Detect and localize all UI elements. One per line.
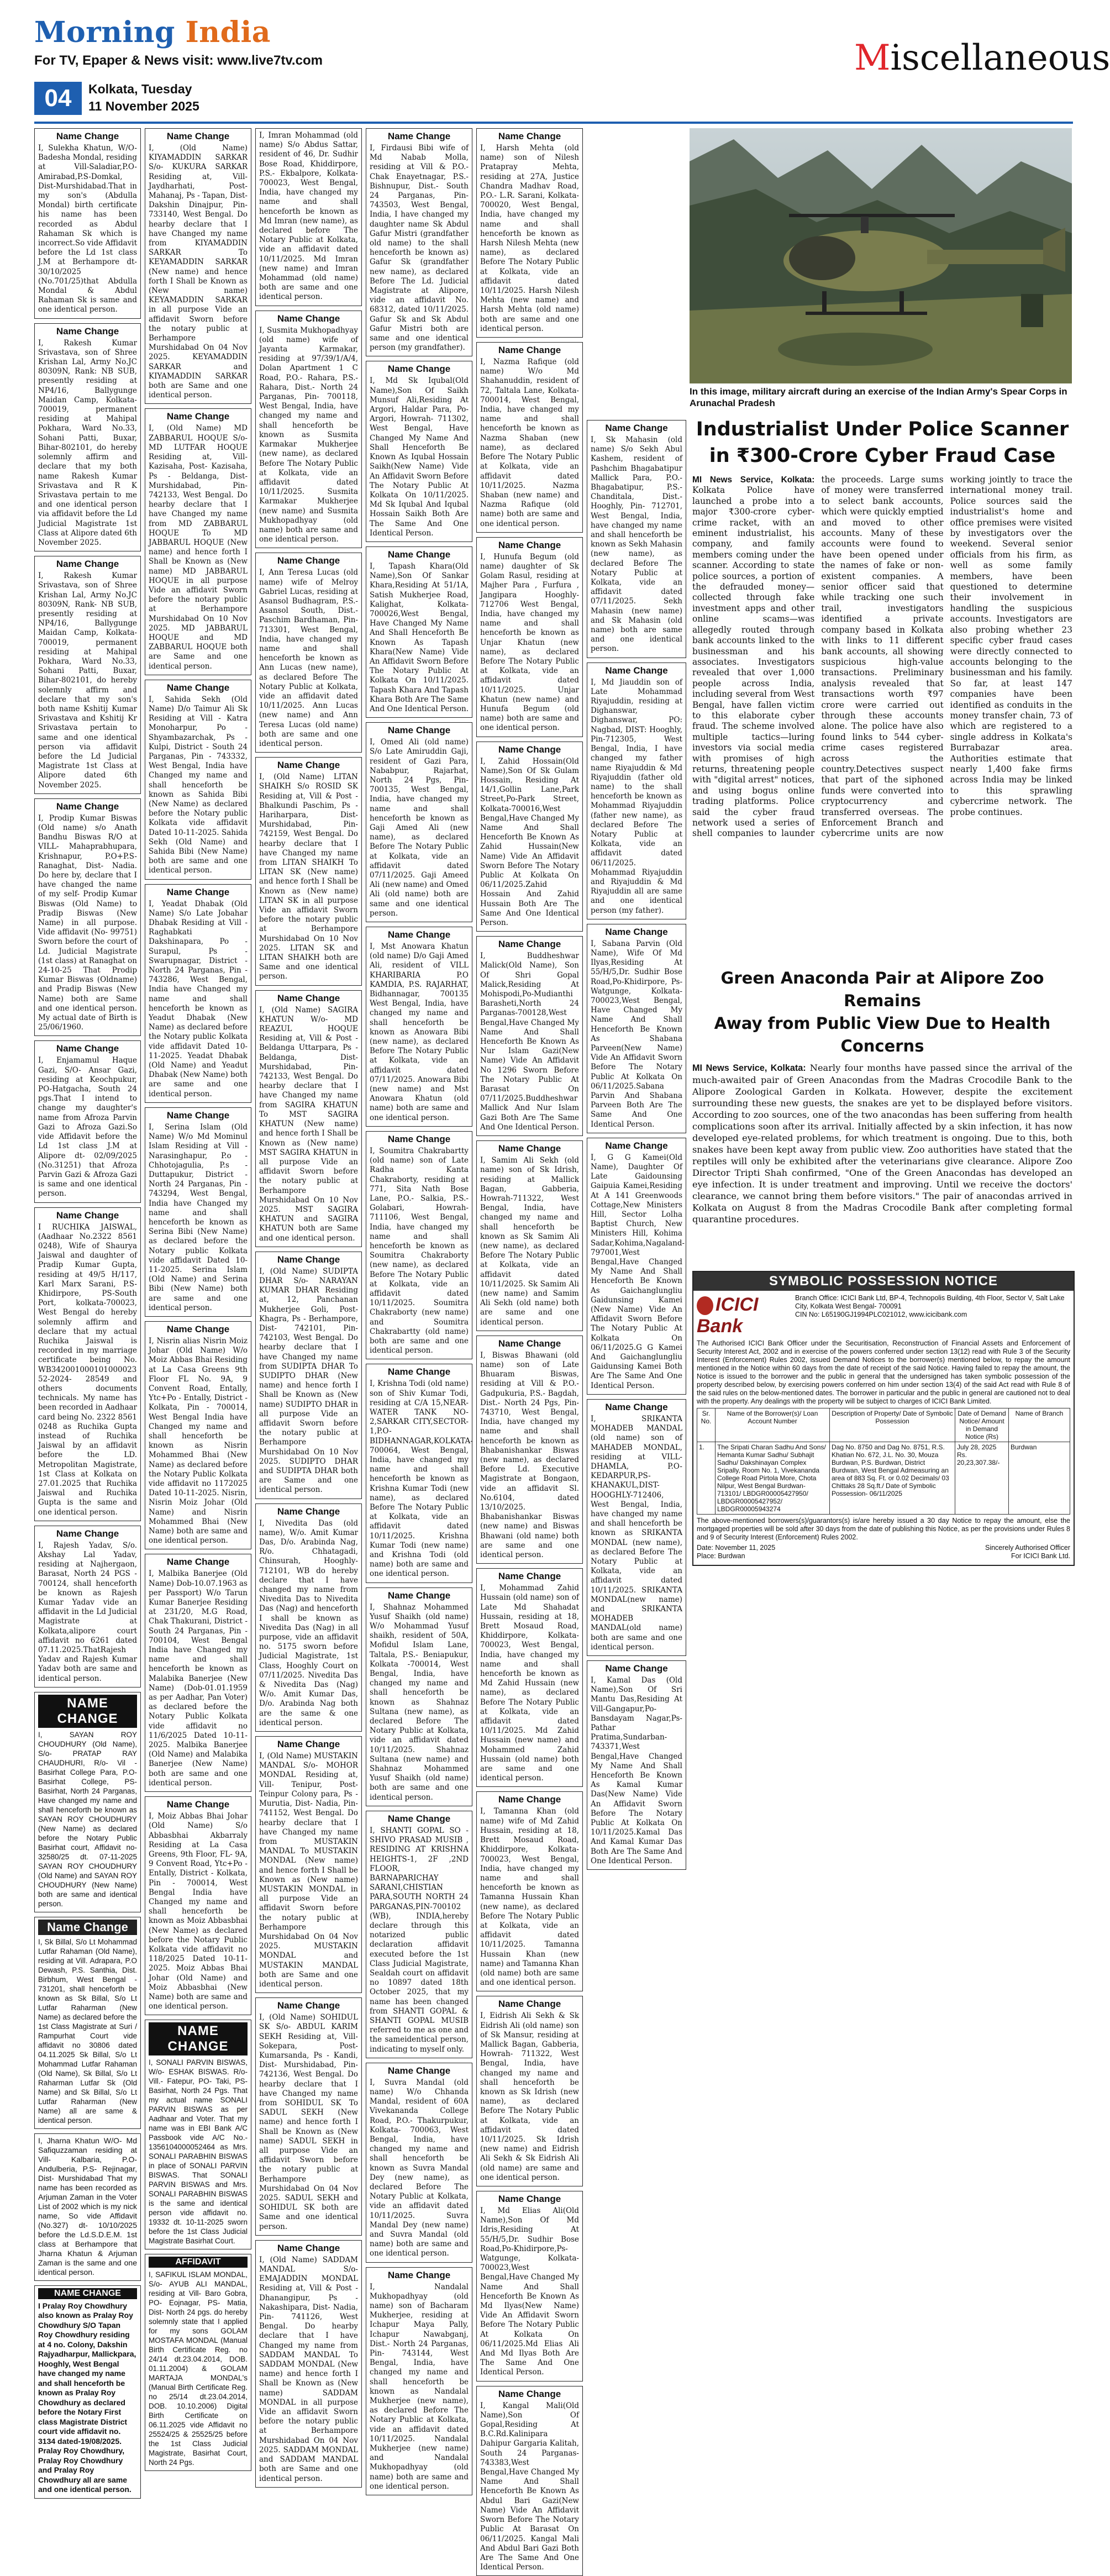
column-header: Description of Property/ Date of Symbolic Possession	[830, 1408, 955, 1442]
column-2	[145, 128, 251, 2467]
article-body: MI News Service, Kolkata: Nearly four months have passed since the arrival of the much-awaited pair of Green Anacondas from the Madras Crocodile Bank to the Alipore Zoological Garden in Kolkata. However, despite the excitement surrounding these new guests, the snakes are yet to be displayed before visitors. According to zoo sources, one of the two anacondas has been suffering from health complications soon after its arrival. Initially affected by a skin infection, it has now developed eye-related problems, for which treatment is ongoing. Due to this, both snakes have been kept away from public view. Zoo authorities have stated that the reptiles will only be exhibited after the veterinarians give clearance. Alipore Zoo Director Tripti Shah confirmed, "One of the Green Anacondas has developed an eye infection. It is under treatment and improving. Until we receive the doctors' clearance, we cannot bring them before visitors." The pair of anacondas arrived in Kolkata on August 8 from the Madras Crocodile Bank after completing formal quarantine procedures.	[692, 1063, 1072, 1224]
notice-body: I, SONALI PARVIN BISWAS, W/o- ESHAK BISWAS. R/o- Vill.- Fatepur, PO- Taki, PS- Basirhat, North 24 Pgs. That my actual name SONALI PARVIN BISWAS as per Aadhaar and Voter. That my name was in EBI Bank A/C Passbook vide A/C No.- 1356104000052464 as Mrs. SONALI PARABHIN BISWAS in place of SONALI PARVIN BISWAS. That SONALI PARVIN BISWAS and Mrs. SONALI PARABHIN BISWAS is the same and identical person vide affidavit no. 19332 dt. 10-11-2025 sworn before the 1st Class Judicial Magistrate Basirhat Court.	[149, 2058, 248, 2246]
notice-title: Name Change	[166, 1557, 230, 1568]
name-change-notice	[255, 128, 362, 306]
notice-body: I, Rajesh Yadav, S/o. Akshay Lal Yadav, residing at Najhergaon, Barasat, North 24 PGS - 700124, shall henceforth be known as Rajesh Kumar Yadav vide an affidavit in the Ld Judicial Magistrate at Kolkata,alipore court affidavit no 6261 dated 07.11.2025.ThatRajesh Yadav and Rajesh Kumar Yadav both are same and identical person.	[38, 1541, 137, 1683]
notice-title: Name Change	[56, 1210, 119, 1221]
notice-body: I, Sabana Parvin (Old Name), Wife Of Md Ilyas,Residing At 55/H/5,Dr. Sudhir Bose Road,Po-Khidirpore, Ps-Watgunge, Kolkata- 700023,West Bengal, Have Changed My Name And Shall Henceforth Be Known As Shabana Parveen(New Name) Vide An Affidavit Sworn Before The Notary Public At Kolkata On 06/11/2025.Sabana Parvin And Shabana Parveen Both Are The Same And One Identical Person.	[591, 939, 682, 1129]
notice-title: Name Change	[56, 801, 119, 812]
notice-body: I, Sahida Sekh (Old Name) D/o Taimur Ali Sk Residing at Vill - Katra Monoharpur, Po - Shyambazarchak, Ps - Kulpi, District - South 24 Parganas, Pin - 743332, West Bengal, India have Changed my name and shall henceforth be known as Sahida Bibi (New Name) as declared before the Notary public Kolkata vide affidavit Dated 10-11-2025. Sahida Sekh (Old Name) and Sahida Bibi (New Name) both are same and one identical person.	[149, 695, 248, 875]
name-change-notice	[476, 342, 583, 533]
notice-title: Name Change	[387, 725, 451, 736]
notice-title: Name Change	[498, 345, 561, 356]
notice-body: I, (Old Name) KIYAMADDIN SARKAR S/o- KUKURA SARKAR Residing at, Vill- Jaydharhati, Post- Mahanaj, Ps - Tapan, Dist- Dakshin Dinajpur, Pin- 733140, West Bengal. Do hearby declare that I have Changed my name from KIYAMADDIN SARKAR To KEYAMADDIN SARKAR (New name) and hence forth I Shall be Known as (New name) KEYAMADDIN SARKAR in all purpose Vide an affidavit Sworn before the notary public at Berhampore Murshidabad On 04 Nov 2025. KEYAMADDIN SARKAR and KIYAMADDIN SARKAR both are Same and one identical person.	[149, 144, 248, 400]
notice-title: Name Change	[605, 665, 668, 676]
notice-body: I, Enjamamul Haque Gazi, S/O- Ansar Gazi, residing at Keochpukur, PO-Hatgacha, South 24 pgs.That I intend to change my daughter's name from Afroza Parvin Gazi to Afroza Gazi.So vide Affidavit before the Ld 1st class J.M at Alipore dt- 02/09/2025 (No.31251) that Afroza Parvin Gazi & Afroza Gazi is same and one identical person.	[38, 1056, 137, 1198]
notice-title: Name Change	[605, 926, 668, 937]
name-change-notice	[587, 420, 686, 658]
tagline: For TV, Epaper & News visit: www.live7tv.com	[34, 53, 323, 68]
name-change-notice	[255, 2240, 362, 2488]
notice-title: Name Change	[387, 364, 451, 375]
story-anaconda	[692, 967, 1072, 1225]
name-change-notice	[34, 2133, 141, 2281]
notice-title: Name Change	[56, 131, 119, 141]
notice-body: I, Mohammad Zahid Hussain (old name) son of Late Md Shahadat Hussain, residing at 18, Brett Mosaud Road, Khiddirpore, Kolkata- 700023, West Bengal, India, have changed my name and shall henceforth be known as Md Zahid Hussain (new name), as declared Before The Notary Public at Kolkata, vide an affidavit dated 10/11/2025. Md Zahid Hussain (new name) and Mohammed Zahid Hussain (old name) both are same and one identical person.	[480, 1584, 579, 1783]
table-cell: July 28, 2025 Rs. 20,23,307.38/-	[955, 1442, 1009, 1515]
name-change-notice	[476, 1336, 583, 1564]
name-change-notice	[476, 1140, 583, 1331]
notice-title: Name Change	[498, 2194, 561, 2204]
column-header: Date of Demand Notice/ Amount in Demand Notice (Rs)	[955, 1408, 1009, 1442]
name-change-notice	[366, 1587, 472, 1806]
notice-body: I, Moiz Abbas Bhai Johar (Old Name) S/o Abbasbhai Akbarraly Residing at La Casa Greens, 9th Floor, FL- 9A, 9 Convent Road, Ytc+Po - Entally, District - Kolkata, Pin - 700014, West Bengal India have Changed my name and shall henceforth be known as Moiz Abbasbhai (New Name) as declared before the Notary Public Kolkata vide affidavit no 118/2025 Dated 10-11-2025. Moiz Abbas Bhai Johar (Old Name) and Moiz Abbasbhai (New Name) both are same and one identical person.	[149, 1812, 248, 2011]
notice-body: I, (Old Name) MD ZABBARUL HOQUE S/o- MD LUTFAR HOQUE Residing at, Vill- Kazisaha, Post- Kazisaha, Ps - Beldanga, Dist- Murshidabad, Pin- 742133, West Bengal. Do hearby declare that I have Changed my name from MD ZABBARUL HOQUE To MD JABBARUL HOQUE (New name) and hence forth I Shall be Known as (New name) MD JABBARUL HOQUE in all purpose Vide an affidavit Sworn before the notary public at Berhampore Murshidabad On 10 Nov 2025. MD JABBARUL HOQUE and MD ZABBARUL HOQUE both are Same and one identical person.	[149, 424, 248, 671]
symbolic-possession-notice	[692, 1271, 1075, 1566]
notice-body: I, Hunufa Begum (old name) daughter of Sk Golam Rasul, residing at Majher Para , Furfura , Jangipara Hooghly-712706 West Bengal, India, have changed my name and shall henceforth be known as Unjar Khatun (new name), as declared Before The Notary Public at Kolkata, vide an affidavit dated 10/11/2025. Unjar Khatun (new name) and Hunufa Begum (old name) both are same and one identical person.	[480, 552, 579, 733]
possession-table	[697, 1408, 1070, 1515]
notice-body: I RUCHIKA JAISWAL, (Aadhaar No.2322 8561 0248), Wife of Shaurya Jaiswal and daughter of Pradip Kumar Gupta, residing at 49/5 H/117, Karl Marx Sarani, P.S- Khidirpore, PS-South Port, kolkata-700023, West Bengal do hereby solemnly affirm and declare that my actual Ruchika Jaiswal is recorded in my marriage certificate being No. WB342001000101000023 52-2024- 28549 and others documents technicals. My name has been recorded in Aadhaar card being No. 2322 8561 0248 as Ruchika Gupta instead of Ruchika Jaiswal by an affidavit before the LD. Metropolitan Magistrate, 1st Class at Kolkata on 27.01.2025 that Ruchika Jaiswal and Ruchika Gupta is the same and one identical person.	[38, 1222, 137, 1517]
notice-body: I, Nandalal Mukhopadhyay (old name) son of Bacharam Mukherjee, residing at Ichapur Maya Pally, Ichapur Nawabganj, Dist.- North 24 Parganas, Pin- 743144, West Bengal, India, have changed my name and shall henceforth be known as Nandalal Mukherjee (new name), as declared Before The Notary Public at Kolkata, vide an affidavit dated 10/11/2025. Nandalal Mukherjee (new name) and Nandalal Mukhopadhyay (old name) both are same and one identical person.	[370, 2282, 469, 2491]
notice-body: I, Buddheshwar Malick(Old Name), Son Of Shri Gopal Malick,Residing At Mohispodi,Po-Mudianthi Barasheti,North 24 Parganas-700128,West Bengal,Have Changed My Name And Shall Henceforth Be Known As Nur Islam Gazi(New Name) Vide An Affidavit No 1296 Sworn Before The Notary Public At Barasat On 07/11/2025.Buddheshwar Mallick And Nur Islam Gazi Both Are The Same And One Identical Person.	[480, 951, 580, 1132]
headline: Green Anaconda Pair at Alipore Zoo Remains Away from Public View Due to Health Concerns	[714, 969, 1051, 1055]
name-change-notice	[587, 924, 686, 1133]
name-change-notice	[476, 936, 583, 1136]
name-change-notice	[476, 742, 583, 932]
notice-body: I, Sk Billal, S/o Lt Mohammad Lutfar Rahaman (Old Name), residing at Vill. Adrapara, P.O Dewash, P.S. Santhia, Dist. Birbhum, West Bengal - 731201, shall henceforth be known as Sk Billal, S/o Lt Lutfar Raharman (New Name) as declared before the 1st Class Magistrate at Suri / Rampurhat Court vide affidavit no 30806 dated 04.11.2025 Sk Billal, S/o Lt Mohammad Lutfar Rahaman (Old Name), Sk Billal, S/o Lt Raharman Lutfar Sk (Old Name) and Sk Billal, S/o Lt Lutfar Raharman (New Name) all are same & identical person.	[38, 1937, 137, 2125]
notice-body: I, Harsh Mehta (old name) son of Nilesh Pratapray Mehta, residing at 27A, Justice Chandra Madhav Road, P.O.- L.R. Sarani, Kolkata- 700020, West Bengal, India, have changed my name and shall henceforth be known as Harsh Nilesh Mehta (new name), as declared Before The Notary Public at Kolkata, vide an affidavit dated 10/11/2025. Harsh Nilesh Mehta (new name) and Harsh Mehta (old name) both are same and one identical person.	[480, 144, 579, 333]
name-change-notice	[366, 546, 472, 718]
notice-title: Name Change	[166, 1110, 230, 1121]
affidavit-notice	[145, 2254, 251, 2471]
news-photo	[690, 128, 1072, 383]
notice-body: I, SRIKANTA MOHADEB MANDAL (old name) son of MAHADEB MONDAL, residing at VILL-DHAMLA, P.O-KEDARPUR,PS-KHANAKUL,DIST-HOOGHLY-712406, West Bengal, India, have changed my name and shall henceforth be known as SRIKANTA MONDAL (new name), as declared Before The Notary Public at Kolkata, vide an affidavit dated 10/11/2025. SRIKANTA MONDAL(new name) and SRIKANTA MOHADEB MANDAL(old name) both are same and one identical person.	[591, 1414, 682, 1652]
table-cell: 1.	[697, 1442, 716, 1515]
notice-title: Name Change	[387, 2065, 451, 2076]
notice-title: Name Change	[56, 1043, 119, 1054]
name-change-notice	[366, 361, 472, 542]
notice-title: Name Change	[56, 325, 119, 337]
name-change-notice	[476, 128, 583, 338]
notice-body: I, SAYAN ROY CHOUDHURY (Old Name), S/o- PRATAP RAY CHAUDHURI, R/o- Vil - Basirhat College Para, P.O- Basirhat College, PS- Basirhat, North 24 Parganas, Have changed my name and shall henceforth be known as SAYAN ROY CHOUDHURY (New Name) as declared before the Notary Public Basirhat court, Affidavit no- 32580/25 dt. 07-11-2025 SAYAN ROY CHOUDHURY (Old Name) and SAYAN ROY CHOUDHURY (New Name) both are same and identical person.	[38, 1730, 137, 1908]
name-change-notice	[587, 663, 686, 919]
notice-title: Name Change	[387, 549, 451, 560]
name-change-notice	[145, 1554, 251, 1792]
column-5	[476, 128, 583, 2572]
column-4	[366, 128, 473, 2491]
name-change-notice	[255, 311, 362, 549]
masthead	[0, 0, 1110, 127]
headline: Industrialist Under Police Scanner in ₹300-Crore Cyber Fraud Case	[696, 418, 1069, 467]
notice-title: Name Change	[498, 1794, 561, 1805]
notice-title: SYMBOLIC POSSESSION NOTICE	[693, 1272, 1074, 1291]
notice-body: I, (Old Name) SAGIRA KHATUN W/o- MD REAZUL HOQUE Residing at, Vill & Post - Beldanga Uttarpara, Ps - Beldanga, Dist- Murshidabad, Pin- 742133, West Bengal. Do hearby declare that I have Changed my name from SAGIRA KHATUN To MST SAGIRA KHATUN (New name) and hence forth I Shall be Known as (New name) MST SAGIRA KHATUN in all purpose Vide an affidavit Sworn before the notary public at Berhampore Murshidabad On 10 Nov 2025. MST SAGIRA KHATUN and SAGIRA KHATUN both are Same and one identical person.	[259, 1005, 358, 1243]
notice-place: Place: Burdwan	[697, 1552, 745, 1560]
notice-body: I, (Old Name) SOHIDUL SK S/o- ABDUL KARIM SEKH Residing at, Vill- Sokepara, Post- Kumarsanda, Ps - Kandi, Dist- Murshidabad, Pin- 742136, West Bengal. Do hearby declare that I have Changed my name from SOHIDUL SK To SADUL SEKH (New name) and hence forth I Shall be Known as (New name) SADUL SEKH in all purpose Vide an affidavit Sworn before the notary public at Berhampore Murshidabad On 04 Nov 2025. SADUL SEKH and SOHIDUL SK both are Same and one identical person.	[259, 2013, 358, 2231]
name-change-notice	[587, 1660, 686, 1870]
name-change-notice	[145, 1321, 251, 1549]
notice-body: I, Nivedita Das (old name), W/o. Amit Kumar Das, D/o. Arabinda Nag, R/o. Chhatagadi, Chinsurah, Hooghly-712101, WB do hereby declare that I have changed my name from Nivedita Das to Nivedita Das (Nag) and henceforth I shall be known as Nivedita Das (Nag) in all purpose, vide an affidavit no. 5175 sworn before Judicial Magistrate, 1st Class, Hooghly Court on 07/11/2025. Nivedita Das & Nivedita Das (Nag) W/o. Amit Kumar Das, D/o. Arabinda Nag both are the same & one identical person.	[259, 1518, 358, 1727]
notice-body: I, Rakesh Kumar Srivastava, son of Shree Krishan Lal, Army No.JC 80309N, Rank: NB SUB, presently residing at NP4/16, Ballygunge Maidan Camp, Kolkata-700019, permanent residing at Mahipal Pokhara, Ward No.33, Sohani Patti, Buxar, Bihar-802101, do hereby solemnly affirm and declare that my both name Rakesh Kumar Srivastava and R K Srivastava pertain to me and one identical person via affidavit before the Ld Judicial Magistrate 1st Class at Alipore dated 6th November 2025.	[38, 338, 137, 547]
name-change-notice	[587, 1138, 686, 1395]
name-change-notice	[34, 1040, 141, 1202]
name-change-notice	[145, 884, 251, 1103]
name-change-notice	[34, 323, 141, 551]
name-change-notice	[366, 2267, 472, 2495]
notice-body: I, G G Kamei(Old Name), Daughter Of Late Gaidounsing Gaipuia Kamei,Residing At A 141 Greenwoods Cottage,New Ministers Hill, Sector Lolha Baptist Church, New Ministers Hill, Kohima Sadar,Kohima,Nagaland-797001,West Bengal,Have Changed My Name And Shall Henceforth Be Known As Gaichanglungliu Gaidunsing Kamei (New Name) Vide An Affidavit Sworn Before The Notary Public At Kolkata On 06/11/2025.G G Kamei And Gaichanglungliu Gaidunsing Kamei Both Are The Same And One Identical Person.	[591, 1153, 685, 1390]
notice-body: I, Md Elias Ali(Old Name),Son Of Md Idris,Residing At 55/H/5,Dr. Sudhir Bose Road,Po-Khidirpore,Ps-Watgunge, Kolkata-700023,West Bengal,Have Changed My Name And Shall Henceforth Be Known As Md Ilyas(New Name) Vide An Affidavit Sworn Before The Notary Public At Kolkata On 06/11/2025.Md Elias Ali And Md Ilyas Both Are The Same And One Identical Person.	[480, 2206, 579, 2377]
notice-title: Name Change	[166, 886, 230, 897]
table-cell: The Sripati Charan Sadhu And Sons/ Hemanta Kumar Sadhu/ Subhajit Sadhu/ Dakshinayan Complex Sripally, Room No. 1, Vivekananda College Road Pirtola More, Chota Nilpur, West Bengal Burdwan- 713101/ LBDGR00005427950/ LBDGR00005427952/ LBDGR00005943274	[716, 1442, 830, 1515]
name-change-notice	[34, 1207, 141, 1521]
table-header-row	[697, 1408, 1070, 1442]
notice-title: Name Change	[605, 1140, 668, 1151]
notice-body: I, Soumitra Chakrabartty (old name) son of Late Radha Kanta Chakraborty, residing at 771, Sita Nath Bose Lane, P.O.- Salkia, P.S.- Golabari, Howrah- 711106, West Bengal, India, have changed my name and shall henceforth be known as Soumitra Chakraborty (new name), as declared Before The Notary Public at Kolkata, vide an affidavit dated 10/11/2025. Soumitra Chakraborty (new name) and Soumitra Chakrabartty (old name) both are same and one identical person.	[370, 1146, 469, 1355]
notice-title: Name Change	[277, 2000, 340, 2011]
name-change-notice	[145, 1796, 251, 2015]
name-change-notice	[366, 927, 472, 1127]
notice-body: I, (Old Name) MUSTAKIN MANDAL S/o- MOHOR MONDAL Residing at, Vill- Tenipur, Post- Teinpur Colony para, Ps - Murutia, Dist- Nadia, Pin- 741152, West Bengal. Do hearby declare that I have Changed my name from MUSTAKIN MANDAL To MUSTAKIN MONDAL (New name) and hence forth I Shall be Known as (New name) MUSTAKIN MONDAL in all purpose Vide an affidavit Sworn before the notary public at Berhampore Murshidabad On 04 Nov 2025. MUSTAKIN MONDAL and MUSTAKIN MANDAL both are Same and one identical person.	[259, 1752, 358, 1989]
notice-band: NAME CHANGE	[38, 1695, 137, 1728]
notice-title: Name Change	[498, 1571, 561, 1582]
photo-caption: In this image, military aircraft during an exercise of the Indian Army's Spear Corps in Arunachal Pradesh	[690, 386, 1067, 408]
notice-body: I, Nazma Rafique (old name) W/o Md Shahanuddin, resident of 72, Taltala Lane, Kolkata- 700014, West Bengal, India, have changed my name and shall henceforth be known as Nazma Shaban (new name), as declared Before The Notary Public at Kolkata, vide an affidavit dated 10/11/2025. Nazma Shaban (new name) and Nazma Rafique (old name) both are same and one identical person.	[480, 358, 579, 528]
name-change-notice	[255, 553, 362, 753]
notice-title: Name Change	[498, 2388, 561, 2399]
name-change-notice	[145, 680, 251, 880]
notice-title: Name Change	[605, 423, 668, 433]
name-change-notice	[34, 128, 141, 319]
notice-body: I, Imran Mohammad (old name) S/o Abdus Sattar, resident of 46, Dr. Sudhir Bose Road, Khiddirpore, P.S.- Ekbalpore, Kolkata-700023, West Bengal, India, have changed my name and shall henceforth be known as Md Imran (new name), as declared before The Notary Public at Kolkata, vide an affidavit dated 10/11/2025. Md Imran (new name) and Imran Mohammad (old name) both are same and one identical person.	[259, 131, 358, 302]
notice-title: Name Change	[166, 682, 230, 693]
name-change-notice	[34, 556, 141, 794]
column-3	[255, 128, 362, 2483]
notice-band: NAME CHANGE	[38, 2288, 137, 2299]
notice-title: Name Change	[387, 1366, 451, 1378]
name-change-notice	[366, 128, 472, 356]
notice-body: I, Sulekha Khatun, W/O- Badesha Mondal, residing at Vill-Saladiar,P.O-Amirabad,P.S-Domkal, Dist-Murshidabad.That in my son's (Abdulla Mondal) birth certificate his name has been recorded as Abdul Rahaman Sk which is incorrect.So vide Affidavit before the Ld 1st class J.M at Berhampore dt-30/10/2025 (No.701/25)that Abdulla Mondal & Abdul Rahaman Sk is same and one identical person.	[38, 144, 137, 314]
name-change-notice	[145, 1107, 251, 1317]
notice-title: Name Change	[277, 992, 340, 1003]
name-change-notice	[476, 1996, 583, 2186]
notice-body: I, Biswas Bhawani (old name) son of Late Bhuaram Biswas, residing at Vill & P.O.- Gadpukuria, P.S.- Bagdah, Dist.- North 24 Pgs, Pin- 743710, West Bengal, India, have changed my name and shall henceforth be known as Bhabanishankar Biswas (new name), as declared Before Ld. Executive Magistrate at Bongaon, vide an affidavit Sl. No.6104, dated 13/10/2025. Bhabanishankar Biswas (new name) and Biswas Bhawani (old name) both are same and one identical person.	[480, 1350, 579, 1560]
notice-body: I, Tapash Khara(Old Name),Son Of Sankar Khara,Residing At 51/1A, Satish Mukherjee Road, Kalighat, Kolkata-700026,West Bengal, Have Changed My Name And Shall Henceforth Be Known As Tapash Khara(New Name) Vide An Affidavit Sworn Before The Notary Public At Kolkata On 10/11/2025. Tapash Khara And Tapash Khara Both Are The Same And One Identical Person.	[370, 561, 469, 713]
name-change-notice	[366, 1131, 472, 1359]
notice-title: Name Change	[56, 559, 119, 570]
cin-number: CIN No: L65190GJ1994PLC021012, www.icicibank.com	[795, 1311, 967, 1318]
name-change-notice	[476, 2386, 583, 2576]
notice-title: Name Change	[166, 131, 230, 141]
notice-body: I, Nisrin alias Nisrin Moiz Johar (Old Name) W/o Moiz Abbas Bhai Residing at La Casa Greens 9th Floor FL No. 9A, 9 Convent Road, Entally, Ytc+Po - Entally, District - Kolkata, Pin - 700014, West Bengal India have Changed my name and shall henceforth be known as Nisrin Mohammed Bhai (New Name) as declared before the Notary Public Kolkata vide affidavit no 1172025 Dated 10-11-2025. Nisrin, Nisrin Moiz Johar (Old Name) and Nisrin Mohammed Bhai (New Name) both are same and one identical person.	[149, 1336, 248, 1545]
notice-title: Name Change	[166, 1323, 230, 1334]
column-1	[34, 128, 141, 2494]
notice-title: Name Change	[605, 1663, 668, 1674]
notice-body: I, Firdausi Bibi wife of Md Nabab Molla, residing at Vill & P.O.- Chak Enayetnagar, P.S.- Bishnupur, Dist.- South 24 Parganas, Pin- 743503, West Bengal, India, I have changed my daughter name Sk Abdul Gafur Mistri (grandfather old name) to the shall henceforth be known as) Gafur Sk (grandfather new name), as declared Before The Ld. Judicial Magistrate at Alipore, vide an affidavit No. 68312, dated 10/11/2025. Gafur Sk and Sk Abdul Gafur Mistri both are same and one identical person (my grandfather).	[370, 144, 469, 353]
notice-body: I, Zahid Hossain(Old Name),Son Of Sk Gulam Hossain, Residing At 14/1,Gollin Lane,Park Street,Po-Park Street, Kolkata-700016,West Bengal,Have Changed My Name And Shall Henceforth Be Known As Zahid Hussain(New Name) Vide An Affidavit Sworn Before The Notary Public At Kolkata On 06/11/2025.Zahid Hossain And Zahid Hussain Both Are The Same And One Identical Person.	[480, 756, 579, 928]
column-header: Sr. No.	[697, 1408, 716, 1442]
column-header: Name of the Borrower(s)/ Loan Account Number	[716, 1408, 830, 1442]
notice-body: I, SHANTI GOPAL SO - SHIVO PRASAD MUSIB , RESIDING AT KRISHNA HEIGHTS-1, 2F ,2ND FLOOR, BARNAPARICHAY SARANI,CHISTIAN PARA,SOUTH NORTH 24 PARGANAS,PIN-700102 (WB), INDIA,hereby declare through this notarized public declaration affidavit executed before the 1st Class Judicial Magistrate, Sealdah court on affidavit no 10897 dated 18th October 2025, that my name has been changed from SHANTI GOPAL & SHANTI GOPAL MUSIB referred to me as one and the sameidentical person, indicating to myself only.	[370, 1826, 469, 2054]
notice-title: Name Change	[387, 1590, 451, 1601]
notice-body: I, Malbika Banerjee (Old Name) Dob-10.07.1963 as per Passport) W/o Tarun Kumar Banerjee Residing at 231/20, M.G Road, Chak Thakurani, District - South 24 Parganas, Pin - 700104, West Bengal India have Changed my name and shall henceforth be known as Malabika Banerjee (New Name) (Dob-01.01.1959 as per Aadhar, Pan Voter) as declared before the Notary Public Kolkata vide affidavit no 11/6/2025 Dated 10-11-2025. Malbika Banerjee (Old Name) and Malabika Banerjee (New Name) both are same and one identical person.	[149, 1569, 248, 1788]
notice-title: Name Change	[277, 1739, 340, 1750]
newspaper-logo: Morning India	[34, 15, 271, 49]
notice-body: I, Kamal Das (Old Name),Son Of Sri Mantu Das,Residing At Vill-Gangapur,Po-Bansdayam Nagar,Ps-Pathar Pratima,Sundarban-743371,West Bengal,Have Changed My Name And Shall Henceforth Be Known As Kamal Kumar Das(New Name) Vide An Affidavit Sworn Before The Notary Public At Kolkata On 10/11/2025.Kamal Das And Kamal Kumar Das Both Are The Same And One Identical Person.	[591, 1675, 682, 1865]
notice-footer: The above-mentioned borrowers(s)/guarantors(s) is/are hereby issued a 30 day Notice to repay the amount, else the mortgaged properties will be sold after 30 days from the date of publishing this Notice, as per the provisions under Rules 8 and 9 of Security Interest (Enforcement) Rules 2002.	[697, 1517, 1070, 1541]
name-change-notice	[255, 757, 362, 985]
notice-body: I, (Old Name) SUDIPTA DHAR S/o- NARAYAN KUMAR DHAR Residing at, 12, Panchanan Mukherjee Goli, Post- Khagra, Ps - Berhampore, Dist- 742101, Pin- 742103, West Bengal. Do hearby declare that I have Changed my name from SUDIPTA DHAR To SUDIPTO DHAR (New name) and hence forth I Shall be Known as (New name) SUDIPTO DHAR in all purpose Vide an affidavit Sworn before the notary public at Berhampore Murshidabad On 10 Nov 2025. SUDIPTO DHAR and SUDIPTA DHAR both are Same and one identical person.	[259, 1266, 358, 1495]
notice-title: Name Change	[498, 1999, 561, 2010]
signatory-bank: For ICICI Bank Ltd.	[1011, 1552, 1070, 1560]
name-change-notice	[476, 2191, 583, 2382]
column-header: Name of Branch	[1009, 1408, 1070, 1442]
helicopter-photo-image	[690, 128, 1072, 383]
notice-body: I, Kangal Mali(Old Name),Son Of Gopal,Residing At B.C.Rd.Kalinipara Dahipur Gargaria Kalitah, South 24 Parganas-743383,West Bengal,Have Changed My Name And Shall Henceforth Be Known As Abdul Bari Gazi(New Name) Vide An Affidavit Sworn Before The Notary Public At Barasat On 06/11/2025. Kangal Mali And Abdul Bari Gazi Both Are The Same And One Identical Person.	[480, 2401, 579, 2572]
notice-body: I, Samim Ali Sekh (old name) son of Sk Idrish, residing at Mallick Bagan, Gabberia, Howrah-711322, West Bengal, India, have changed my name and shall henceforth be known as Sk Samim Ali (new name), as declared Before The Notary Public at Kolkata, vide an affidavit dated 10/11/2025. Sk Samim Ali (new name) and Samim Ali Sekh (old name) both are same and one identical person.	[480, 1156, 579, 1327]
notice-body: I, Shahnaz Mohammed Yusuf Shaikh (old name) W/o Mohammad Yusuf shaikh, resident of 50A, Mofidul Islam Lane, Taltala, P.S.- Beniapukur, Kolkata -700014, West Bengal, India, have changed my name and shall henceforth be known as Shahnaz Sultana (new name), as declared Before The Notary Public at Kolkata, vide an affidavit dated 10/11/2025. Shahnaz Sultana (new name) and Shahnaz Mohammed Yusuf Shaikh (old name) both are same and one identical person.	[370, 1602, 469, 1802]
notice-body: I, Krishna Todi (old name) son of Shiv Kumar Todi, residing at C/A 15,NEAR-WATER TANK NO-2,SARKAR CITY,SECTOR- 1,P.O-BIDHANNAGAR,KOLKATA-700064, West Bengal, India, have changed my name and shall henceforth be known as Krishna Kumar Todi (new name), as declared Before The Notary Public at Kolkata, vide an affidavit dated 10/11/2025. Krishna Kumar Todi (new name) and Krishna Todi (old name) both are same and one identical person.	[370, 1379, 473, 1579]
notice-title: Name Change	[498, 1338, 561, 1349]
notice-title: Name Change	[605, 1401, 668, 1412]
table-row	[697, 1442, 1070, 1515]
name-change-notice	[366, 722, 472, 922]
notice-body: I, Rakesh Kumar Srivastava, son of Shree Krishan Lal, Army No.JC 80309N, Rank- NB SUB, presently residing at NP4/16, Ballygunge Maidan Camp, Kolkata-700019, permanent residing at Mahipal Pokhara, Ward No.33, Sohani Patti, Buxar, Bihar-802101, do hereby solemnly affirm and declare that my son's both name Kshitij Kumar Srivastava and Kshitij Kr Srivastava pertain to same and one identical person via affidavit before the Ld Judicial Magistrate 1st Class at Alipore dated 6th November 2025.	[38, 571, 137, 790]
notice-body: I, Mst Anowara Khatun (old name) D/o Gaji Amed Ali, resident of VILL KHARIBARIA P.O KAMDIA, P.S. RAJARHAT, Bidhannagar, 700135 West Bengal, India, have changed my name and shall henceforth be known as Anowara Bibi (new name), as declared Before The Notary Public at Kolkata, vide an affidavit dated 07/11/2025. Anowara Bibi (new name) and Mst Anowara Khatun (old name) both are same and one identical person.	[370, 942, 469, 1122]
notice-date: Date: November 11, 2025	[697, 1544, 776, 1552]
notice-title: Name Change	[498, 1143, 561, 1154]
notice-title: Name Change	[498, 539, 561, 550]
name-change-notice	[476, 1791, 583, 1991]
article-body: MI News Service, Kolkata: Kolkata Police have launched a probe into a major ₹300-crore cyber-crime racket, with an eminent industrialist, his company, and family members coming under the scanner. According to state police sources, a portion of the defrauded money—collected through fake investment apps and other online scams—was allegedly routed through bank accounts linked to the businessman and his associates. Investigators revealed that over 1,000 people across India, including several from West Bengal, have fallen victim to this elaborate cyber fraud. The scheme involved multiple tactics—luring investors via social media with promises of high returns, threatening people with "digital arrest" notices, and using bogus online trading platforms. Police said the cyber fraud network used a series of shell companies to launder the proceeds. Large sums of money were transferred to select bank accounts, which were quickly emptied and moved to other accounts. Many of these accounts were found to have been opened under the names of fake or non-existent companies. A senior officer said that while tracking one such trail, investigators identified a private company based in Kolkata with links to 11 different bank accounts, all showing suspicious high-value transactions. Preliminary analysis revealed that transactions worth ₹97 crore were carried out through these accounts alone. The police have also found links to 544 cyber-crime cases registered across the country.Detectives suspect that part of the siphoned funds were converted into cryptocurrency and transferred overseas. The Enforcement Branch and cybercrime units are now working jointly to trace the international money trail. Police sources said the industrialist's home and office premises were visited by investigators over the weekend. Several senior officials from his firm, as well as some family members, have been questioned to determine their involvement in handling the suspicious accounts. Investigators are also probing whether 23 specific cyber fraud cases were directly connected to accounts belonging to the businessman and his family. So far, at least 147 companies have been identified as conduits in the money transfer chain, 73 of which are registered to a single address in Kolkata's Burrabazar area. Authorities estimate that nearly 1,400 fake firms across India may be linked to this sprawling cybercrime network. The probe continues.	[692, 475, 1072, 839]
name-change-notice	[255, 1252, 362, 1499]
name-change-notice	[34, 2285, 141, 2499]
notice-body: I, Jharna Khatun W/O- Md Safiquzzaman residing at Vill- Kalbaria, P.O- Andulberia, P.S- Rejinagar, Dist- Murshidabad That my name has been recorded as Arjuman Zaman in the Voter List of 2002 which is my nick name, So vide Affidavit (No.327) dt- 10/10/2025 before the Ld.S.D.E.M. 1st class at Berhampore that Jharna Khatun & Arjuman Zaman is the same and one identical person.	[38, 2136, 137, 2277]
notice-body: I, Susmita Mukhopadhyay (old name) wife of Jayanta Karmakar, residing at 97/39/1/A/4, Dolan Apartment 1 C Road, P.O.- Rahara, P.S.- Rahara, Dist.- North 24 Parganas, Pin- 700118, West Bengal, India, have changed my name and shall henceforth be known as Susmita Karmakar Mukherjee (new name), as declared Before The Notary Public at Kolkata, vide an affidavit dated 10/11/2025. Susmita Karmakar Mukherjee (new name) and Susmita Mukhopadhyay (old name) both are same and one identical person.	[259, 325, 358, 544]
notice-band: NAME CHANGE	[149, 2022, 248, 2055]
name-change-notice	[145, 128, 251, 404]
notice-title: Name Change	[166, 1799, 230, 1810]
notice-title: Name Change	[277, 1254, 340, 1265]
page-number: 04	[34, 82, 82, 115]
table-cell: Dag No. 8750 and Dag No. 8751, R.S. Khatian No. 672, J.L. No. 30, Mouza Burdwan, P.S. Burdwan, District Burdwan, West Bengal Admeasuring an area of 883 Sq. Ft. or 0.02 Decimals/ 03 Chittaks 28 Sq.ft./ Date of Symbolic Possession- 06/11/2025	[830, 1442, 955, 1515]
notice-body: I, Md Sk Iqubal(Old Name),Son Of Saikh Munsuf Ali,Residing At Argori, Haldar Para, Po-Argori, Howrah- 711302, West Bengal, Have Changed My Name And Shall Henceforth Be Known As Iqubal Hossain Saikh(New Name) Vide An Affidavit Sworn Before The Notary Public At Kolkata On 10/11/2025. Md Sk Iqubal And Iqubal Hossain Saikh Both Are The Same And One Identical Person.	[370, 376, 469, 538]
header-divider	[34, 122, 1073, 124]
name-change-notice	[255, 1503, 362, 1732]
name-change-notice	[255, 1997, 362, 2236]
table-cell: Burdwan	[1009, 1442, 1070, 1515]
name-change-notice	[34, 798, 141, 1037]
notice-intro: The Authorised ICICI Bank Officer under the Securitisation, Reconstruction of Financial Assets and Enforcement of Security Interest Act, 2002 and in exercise of the powers conferred under section 13(12) read with Rule 3 of the Security Interest (Enforcement) Rules 2002, issued Demand Notices to the borrower(s) mentioned below, to repay the amount mentioned in the Notice within 60 days from the date of receipt of the said Notice. Having failed to repay the amount, the Notice is issued to the borrower and the public in general that the undersigned has taken symbolic possession of the property described below, by exercising powers conferred on him under section 13(4) of the said Act read with Rule 8 of the said rules on the below-mentioned dates. The borrower in particular and the public in general are cautioned not to deal with the property. Any dealings with the property will be subject to charges of ICICI Bank Limited.	[697, 1339, 1070, 1405]
name-change-notice	[366, 2063, 472, 2263]
name-change-notice	[255, 990, 362, 1247]
icici-bank-logo: ICICI Bank	[697, 1294, 759, 1337]
notice-title: Name Change	[387, 2269, 451, 2280]
notice-body: I, (Old Name) SADDAM MANDAL S/o- EMAJADDIN MONDAL Residing at, Vill & Post - Dhanangipur, Ps - Nakashipara, Dist- Nadia, Pin- 741126, West Bengal. Do hearby declare that I have Changed my name from SADDAM MANDAL To SADDAM MONDAL (New name) and hence forth I Shall be Known as (New name) SADDAM MONDAL in all purpose Vide an affidavit Sworn before the notary public at Berhampore Murshidabad On 04 Nov 2025. SADDAM MONDAL and SADDAM MANDAL both are Same and one identical person.	[259, 2255, 358, 2483]
notice-body: I, Prodip Kumar Biswas (Old name) s/o Anath Bandhu Biswas R/O at VILL- Mahaprabhupara, Krishnapur, P.O+P.S- Ranaghat, Dist- Nadia. Do here by, declare that I have changed the name of my self- Prodip Kumar Biswas (Old Name) to Pradip Biswas (New Name) in all purpose. Vide affidavit (No- 99751) Sworn before the court of Ld. Judicial Magistrate (1st class) at Ranaghat on 24-10-25 That Prodip Kumar Biswas (Oldname) and Pradip Biswas (New Name) both are Same and one identical person. My actual date of Birth is 25/06/1960.	[38, 813, 137, 1032]
notice-title: Name Change	[277, 555, 340, 566]
notice-body: I, Tamanna Khan (old name) wife of Md Zahid Hussain, residing at 18, Brett Mosaud Road, Khiddirpore, Kolkata- 700023, West Bengal, India, have changed my name and shall henceforth be known as Tamanna Hussain Khan (new name), as declared Before The Notary Public at Kolkata, vide an affidavit dated 10/11/2025. Tamanna Hussain Khan (new name) and Tamanna Khan (old name) both are same and one identical person.	[480, 1807, 579, 1988]
name-change-notice	[145, 2020, 251, 2249]
name-change-notice	[366, 1364, 472, 1583]
notice-body: I, Omed Ali (old name) S/o Late Amiruddin Gaji, resident of Gazi Para, Nababpur, Rajarhat, North 24 Pgs, Pin- 700135, West Bengal, India, have changed my name and shall henceforth be known as Gaji Amed Ali (new name), as declared Before The Notary Public at Kolkata, vide an affidavit dated 07/11/2025. Gaji Ameed Ali (new name) and Omed Ali (old name) both are same and one identical person.	[370, 738, 469, 918]
name-change-notice	[34, 1692, 141, 1912]
notice-body: I, SAFIKUL ISLAM MONDAL, S/o- AYUB ALI MANDAL, residing at Vill- Baro Gobra, PO- Eojnagar, PS- Matia, Dist- North 24 pgs. do hereby solemnly state that I applied for my sons GOLAM MOSTAFA MONDAL (Manual Birth Certificate Reg. no 24/14 dt.23.04.2014, DOB. 01.11.2004) & GOLAM MARTAJA MONDAL's (Manual Birth Certificate Reg. no 25/14 dt.23.04.2014, DOB. 10.10.2006) Digital Birth Certificate on 06.11.2025 vide Affidavit no 25524/25 & 25525/25 before the 1st Class Judicial Magistrate, Basirhat Court, North 24 Pgs.	[149, 2270, 248, 2467]
name-change-notice	[476, 1568, 583, 1787]
notice-body: I, Ann Teresa Lucas (old name) wife of Melroy Gabriel Lucas, residing at Asansol Budhagram, P.S.- Asansol South, Dist.- Paschim Bardhaman, Pin- 713301, West Bengal, India, have changed my name and shall henceforth be known as Ann Lucas (new name), as declared Before The Notary Public at Kolkata, vide an affidavit dated 10/11/2025. Ann Lucas (new name) and Ann Teresa Lucas (old name) both are same and one identical person.	[259, 568, 358, 748]
name-change-notice	[255, 1736, 362, 1993]
signatory: Sincerely Authorised Officer	[985, 1544, 1070, 1552]
name-change-notice	[587, 1399, 686, 1656]
notice-body: I, Yeadat Dhabak (Old Name) S/o Late Jobahar Dhabak Residing at Vill - Raghabkati Dakshinapara, Po - Surapul, Ps - Swarupnagar, District - North 24 Parganas, Pin - 743286, West Bengal, India have Changed my name and shall henceforth be known as Yeadut Dhabak (New Name) as declared before the Notary public Kolkata vide affidavit Dated 10-11-2025. Yeadat Dhabak (Old Name) and Yeadut Dhabak (New Name) both are same and one identical person.	[149, 899, 248, 1098]
notice-title: Name Change	[387, 131, 451, 141]
name-change-notice	[34, 1526, 141, 1687]
notice-body: I, Md Jiauddin son of Late Mohammad Riyajuddin, residing at Dighanswar, Dighanswar, PO: Nagbad, DIST: Hooghly, Pin-712305, West Bengal, India, I have changed my father name Riyajuddin & Md Riyajuddin (father old name) to the shall henceforth be known as Mohammad Riyajuddin (father new name), as declared Before The Notary Public at Kolkata, vide an affidavit dated 06/11/2025. Mohammad Riyajuddin and Riyajuddin & Md Riyajuddin all are same and one identical person (my father).	[591, 677, 682, 915]
notice-title: Name Change	[498, 131, 561, 141]
notice-title: Name Change	[387, 1133, 451, 1144]
name-change-notice	[34, 1917, 141, 2129]
name-change-notice	[366, 1811, 472, 2058]
notice-body: I, Eidrish Ali Sekh & Sk Eidrish Ali (old name) son of Sk Mansur, residing at Mallick Bagan, Gabberia, Howrah- 711322, West Bengal, India, have changed my name and shall henceforth be known as Sk Idrish (new name), as declared Before The Notary Public at Kolkata, vide an affidavit dated 10/11/2025. Sk Idrish (new name) and Eidrish Ali Sekh & Sk Eidrish Ali (old name) are same and one identical person.	[480, 2011, 579, 2182]
notice-body: I, Sk Mahasin (old name) S/o Sekh Abul Kashem, resident of Pashchim Bhagabatipur Mallick Para, P.O.- Bhagabatipur, P.S.- Chanditala, Dist.- Hooghly, Pin- 712701, West Bengal, India, have changed my name and shall henceforth be known as Sekh Mahasin (new name), as declared Before The Notary Public at Kolkata, vide an affidavit dated 07/11/2025. Sekh Mahasin (new name) and Sk Mahasin (old name) both are same and one identical person.	[591, 435, 682, 654]
notice-body: I, Serina Islam (Old Name) W/o Md Mominul Islam Residing at Vill - Narasinghapur, P.o - Chhotojagulia, P.s - Duttapukur, District - North 24 Parganas, Pin - 743294, West Bengal, India have Changed my name and shall henceforth be known as Serina Bibi (New Name) as declared before the Notary public Kolkata vide affidavit Dated 10-11-2025. Serina Islam (Old Name) and Serina Bibi (New Name) both are same and one identical person.	[149, 1122, 248, 1312]
branch-office: Branch Office: ICICI Bank Ltd, BP-4, Technopolis Building, 4th Floor, Sector V, Salt Lake City, Kolkata West Bengal- 700091	[795, 1294, 1065, 1310]
notice-band: AFFIDAVIT	[149, 2257, 248, 2268]
notice-title: Name Change	[277, 760, 340, 771]
column-6	[587, 420, 686, 1865]
notice-body: I, Suvra Mandal (old name) W/o Chhanda Mandal, resident of 60A Vivekananda College Road, P.O.- Thakurpukur, Kolkata- 700063, West Bengal, India, have changed my name and shall henceforth be known as Suvra Mandal Dey (new name), as declared Before The Notary Public at Kolkata, vide an affidavit dated 10/11/2025. Suvra Mandal Dey (new name) and Suvra Mandal (old name) both are same and one identical person.	[370, 2078, 469, 2258]
notice-title: Name Change	[277, 2242, 340, 2253]
notice-title: Name Change	[387, 929, 451, 940]
section-title: Miscellaneous	[854, 38, 1110, 78]
notice-title: Name Change	[56, 1528, 119, 1539]
notice-body: I, (Old Name) LITAN SHAIKH S/o ROSID SK Residing at, Vill & Post - Bhalkundi Paschim, Ps - Hariharpara, Dist- Murshidabad, Pin- 742159, West Bengal. Do hearby declare that I have Changed my name from LITAN SHAIKH To LITAN SK (New name) and hence forth I Shall be Known as (New name) LITAN SK in all purpose Vide an affidavit Sworn before the notary public at Berhampore Murshidabad On 10 Nov 2025. LITAN SK and LITAN SHAIKH both are Same and one identical person.	[259, 772, 358, 981]
notice-title: Name Change	[387, 1813, 451, 1824]
notice-title: Name Change	[498, 744, 561, 755]
name-change-notice	[145, 408, 251, 675]
notice-title: Name Change	[277, 1506, 340, 1517]
story-cyber-fraud	[692, 416, 1072, 955]
dateline: Kolkata, Tuesday 11 November 2025	[88, 82, 199, 113]
notice-title: Name Change	[277, 313, 340, 324]
notice-title: Name Change	[498, 939, 561, 950]
notice-band: Name Change	[38, 1920, 137, 1935]
notice-title: Name Change	[166, 411, 230, 422]
notice-body: I Pralay Roy Chowdhury also known as Pralay Roy Chowdhury S/O Tapan Roy Chowdhury residing at 4 no. Colony, Dakshin Rajyadharpur, Mallickpara, Hooghly, West Bengal have changed my name and shall henceforth be known as Pralay Roy Chowdhury as declared before the Notary First class Magistrate District court vide affidavit no. 3134 dated-19/08/2025. Pralay Roy Chowdhury, Pralay Roy Chowdhury and Pralay Roy Chowdhury all are same and one identical person.	[38, 2301, 136, 2494]
name-change-notice	[476, 537, 583, 737]
